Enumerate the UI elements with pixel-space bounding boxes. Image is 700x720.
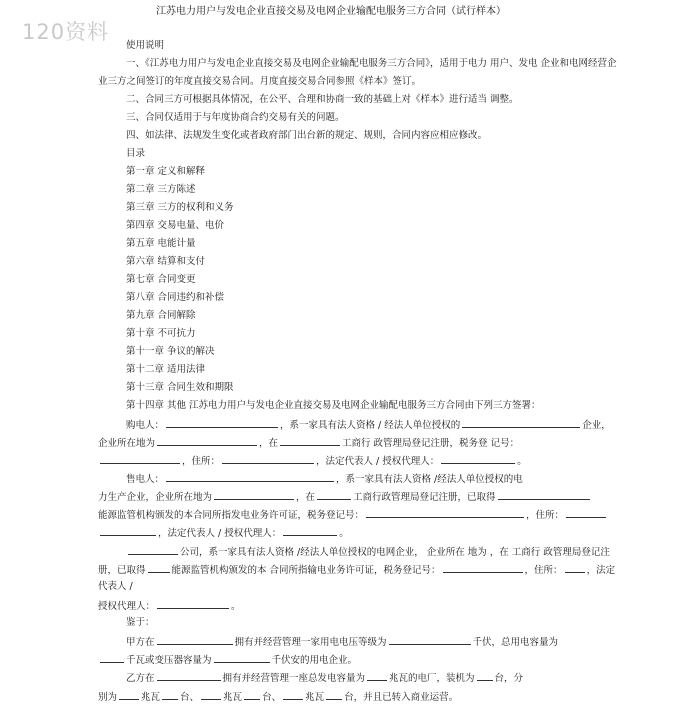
seller-text: 工商行政管理局登记注册，已取得	[353, 492, 496, 503]
grid-text: 册，已取得	[98, 565, 146, 576]
unit-mw-blank[interactable]	[119, 689, 139, 700]
toc-chapter: 第十三章 合同生效和期限	[126, 382, 234, 393]
buyer-tax-blank[interactable]	[100, 453, 180, 464]
whereas-text: 台，分	[494, 673, 524, 684]
seller-line-2	[98, 489, 592, 504]
grid-rep-blank[interactable]	[157, 598, 229, 609]
grid-line-1	[126, 544, 610, 559]
buyer-text: ，在	[259, 438, 279, 449]
whereas-text: 台、	[262, 692, 282, 703]
toc-heading: 目录	[126, 148, 146, 159]
grid-text: 。	[231, 601, 241, 612]
instruction-2: 二、合同三方可根据具体情况，在公平、合理和协商一致的基础上对《样本》进行适当 调整。	[126, 94, 519, 105]
buyer-address-blank[interactable]	[222, 453, 314, 464]
toc-chapter: 第一章 定义和解释	[126, 166, 206, 177]
grid-text: 公司，系一家具有法人资格 /经法人单位授权的电网企业， 企业所在 地为 ，在 工商行 政管理局登记注	[180, 547, 610, 558]
whereas-heading: 鉴于：	[126, 617, 155, 628]
buyer-bureau-blank[interactable]	[280, 435, 340, 446]
whereas-text: 乙方在	[126, 673, 155, 684]
whereas-b-line-1	[126, 670, 523, 685]
buyer-text: 。	[517, 456, 527, 467]
buyer-rep-blank[interactable]	[441, 453, 515, 464]
unit-count-blank[interactable]	[162, 689, 178, 700]
toc-chapter: 第五章 电能计量	[126, 238, 196, 249]
toc-chapter: 第三章 三方的权利和义务	[126, 202, 234, 213]
party-b-location-blank[interactable]	[157, 670, 221, 681]
grid-text: ，法定	[586, 565, 616, 576]
grid-text: 能源监管机构颁发的本 合同所指输电业务许可证，税务登记号：	[171, 565, 441, 576]
toc-chapter: 第八章 合同违约和补偿	[126, 292, 225, 303]
unit-count-blank[interactable]	[326, 689, 342, 700]
toc-chapter: 第六章 结算和支付	[126, 256, 206, 267]
whereas-text: 台、	[180, 692, 200, 703]
instruction-4: 四、如法律、法规发生变化或者政府部门出台新的规定、规则，合同内容应相应修改。	[126, 130, 488, 141]
instructions-heading: 使用说明	[126, 40, 165, 51]
whereas-text: 千瓦或变压器容量为	[126, 655, 212, 666]
seller-text: 。	[339, 528, 349, 539]
seller-text: ，法定代表人 / 授权代理人：	[158, 528, 282, 539]
buyer-label: 购电人：	[126, 420, 165, 431]
grid-text: 授权代理人：	[98, 601, 156, 612]
buyer-line-1	[126, 417, 611, 432]
seller-text: ，在	[296, 492, 316, 503]
buyer-unit-blank[interactable]	[462, 417, 580, 428]
seller-line-3	[98, 507, 608, 522]
whereas-text: 千伏，总用电容量为	[472, 637, 559, 648]
buyer-location-blank[interactable]	[157, 435, 257, 446]
whereas-text: 千伏安的用电企业。	[271, 655, 358, 666]
whereas-text: 台，并且已转入商业运营。	[344, 692, 459, 703]
unit-mw-blank[interactable]	[283, 689, 303, 700]
seller-tax-blank[interactable]	[366, 507, 524, 518]
grid-text: ，住所：	[524, 565, 563, 576]
whereas-text: 兆瓦	[305, 692, 325, 703]
seller-address-blank[interactable]	[566, 507, 606, 518]
buyer-text: ，住所：	[182, 456, 221, 467]
seller-license-blank[interactable]	[498, 489, 590, 500]
toc-chapter: 第七章 合同变更	[126, 274, 196, 285]
buyer-text: ，系一家具有法人资格 / 经法人单位授权的	[280, 420, 461, 431]
seller-line-4	[98, 525, 349, 540]
party-b-capacity-blank[interactable]	[367, 670, 387, 681]
toc-chapter: 第九章 合同解除	[126, 310, 196, 321]
whereas-text: 拥有并经营管理一座总发电容量为	[222, 673, 366, 684]
seller-name-blank[interactable]	[166, 471, 334, 482]
seller-text: ，住所：	[526, 510, 565, 521]
seller-bureau-blank[interactable]	[317, 489, 351, 500]
whereas-text: 兆瓦	[141, 692, 161, 703]
buyer-text: 工商行 政管理局登记注册，税务登 记号：	[342, 438, 520, 449]
grid-line-4	[98, 598, 241, 613]
grid-line-2	[98, 562, 615, 577]
toc-chapter: 第十一章 争议的解决	[126, 346, 215, 357]
buyer-text: 企业所在地为	[98, 438, 156, 449]
party-a-capacity-blank[interactable]	[100, 652, 124, 663]
whereas-b-line-2	[98, 689, 458, 704]
buyer-text: 企业，	[582, 420, 611, 431]
whereas-text: 兆瓦的电厂，装机为	[389, 673, 475, 684]
whereas-a-line-1	[126, 634, 558, 649]
buyer-line-3	[98, 453, 527, 468]
seller-address-blank-2[interactable]	[100, 525, 156, 536]
buyer-line-2	[98, 435, 519, 450]
seller-text: 力生产企业，企业所在地为	[98, 492, 213, 503]
grid-agency-blank[interactable]	[148, 562, 170, 573]
party-b-units-blank[interactable]	[477, 670, 493, 681]
grid-tax-blank[interactable]	[443, 562, 523, 573]
seller-label: 售电人：	[126, 474, 165, 485]
instruction-1a: 一、《江苏电力用户与发电企业直接交易及电网企业输配电服务三方合同》，适用于电力 用户、发电 企业和电网经营企	[126, 58, 617, 69]
unit-count-blank[interactable]	[244, 689, 260, 700]
buyer-text: ，法定代表人 / 授权代理人：	[316, 456, 440, 467]
whereas-text: 别为	[98, 692, 118, 703]
toc-chapter: 第十二章 适用法律	[126, 364, 206, 375]
toc-chapter: 第十章 不可抗力	[126, 328, 196, 339]
seller-location-blank[interactable]	[214, 489, 294, 500]
whereas-text: 兆瓦	[223, 692, 243, 703]
toc-chapter: 第二章 三方陈述	[126, 184, 196, 195]
whereas-a-line-2	[98, 652, 357, 667]
watermark-logo: 120资料	[22, 20, 110, 44]
document-title: 江苏电力用户与发电企业直接交易及电网企业输配电服务三方合同（试行样本）	[156, 6, 506, 17]
toc-chapter: 第四章 交易电量、电价	[126, 220, 225, 231]
unit-mw-blank[interactable]	[201, 689, 221, 700]
buyer-name-blank[interactable]	[166, 417, 278, 428]
party-a-location-blank[interactable]	[157, 634, 233, 645]
instruction-3: 三、合同仅适用于与年度协商合约交易有关的问题。	[126, 112, 345, 123]
instruction-1b: 业三方之间签订的年度直接交易合同。月度直接交易合同参照《样本》签订。	[98, 76, 422, 87]
grid-address-blank[interactable]	[565, 562, 585, 573]
party-a-voltage-blank[interactable]	[389, 634, 471, 645]
grid-name-blank[interactable]	[128, 544, 178, 555]
seller-text: ，系一家具有法人资格 /经法人单位授权的电	[336, 474, 523, 485]
party-a-transformer-blank[interactable]	[214, 652, 270, 663]
seller-line-1	[126, 471, 523, 486]
whereas-text: 甲方在	[126, 637, 155, 648]
grid-line-3: 代表人 /	[98, 581, 133, 592]
whereas-text: 拥有并经营管理一家用电电压等级为	[234, 637, 387, 648]
toc-chapter-14: 第十四章 其他 江苏电力用户与发电企业直接交易及电网企业输配电服务三方合同由下列三方签署：	[126, 400, 541, 411]
seller-text: 能源监管机构颁发的本合同所指发电业务许可证，税务登记号：	[98, 510, 365, 521]
seller-rep-blank[interactable]	[283, 525, 337, 536]
